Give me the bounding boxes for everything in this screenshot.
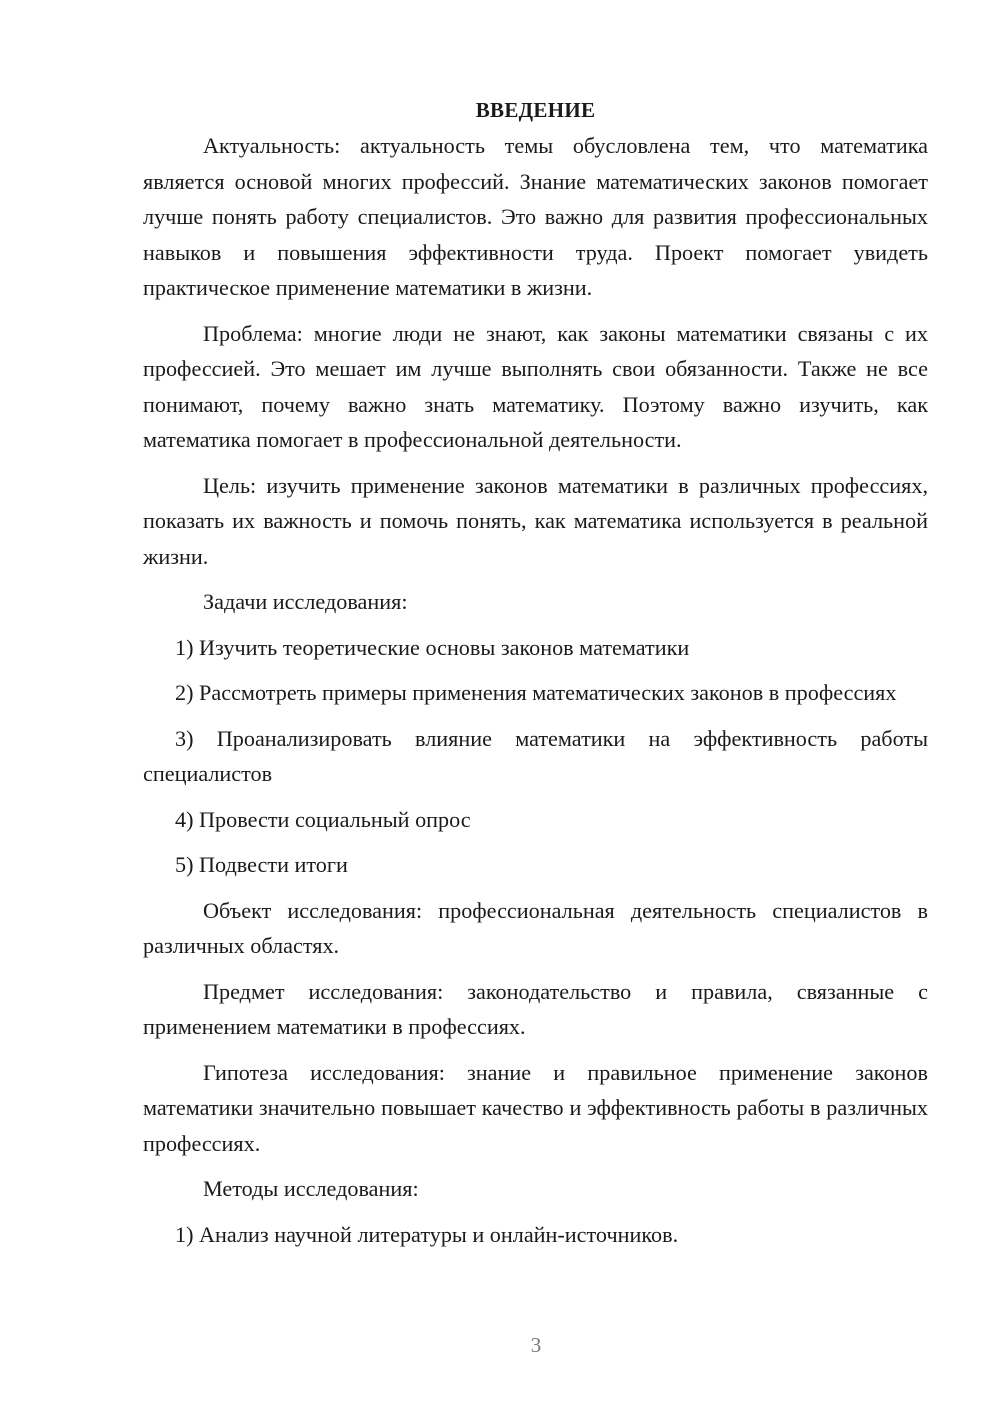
task-item-3: 3) Проанализировать влияние математики на эффективность работы специалистов bbox=[143, 725, 928, 786]
task-item-4: 4) Провести социальный опрос bbox=[175, 806, 471, 832]
tasks-heading: Задачи исследования: bbox=[203, 589, 408, 614]
task-item-2: 2) Рассмотреть примеры применения математических законов в профессиях bbox=[175, 680, 897, 705]
page-number: 3 bbox=[530, 1333, 542, 1357]
relevance-paragraph: Актуальность: актуальность темы обусловлена тем, что математика является основой многих профессий. Знание математических законов помогает лучше понять работу специалистов. Это важно для развития профессиональных навыков и повышения эффективности труда. Проект помогает увидеть практическое применение математики в жизни. bbox=[143, 133, 928, 300]
goal-paragraph: Цель: изучить применение законов математики в различных профессиях, показать их важность и помочь понять, как математика используется в реальной жизни. bbox=[143, 472, 928, 569]
task-item-5: 5) Подвести итоги bbox=[175, 852, 348, 877]
methods-heading: Методы исследования: bbox=[203, 1176, 419, 1201]
section-title: ВВЕДЕНИЕ bbox=[475, 98, 596, 122]
object-paragraph: Объект исследования: профессиональная деятельность специалистов в различных областях. bbox=[143, 897, 928, 958]
subject-paragraph: Предмет исследования: законодательство и правила, связанные с применением математики в профессиях. bbox=[143, 978, 928, 1039]
document-page bbox=[143, 92, 928, 1262]
task-item-1: 1) Изучить теоретические основы законов математики bbox=[175, 634, 690, 660]
problem-paragraph: Проблема: многие люди не знают, как законы математики связаны с их профессией. Это мешает им лучше выполнять свои обязанности. Также не все понимают, почему важно знать математику. Поэтому важно изучить, как математика помогает в профессиональной деятельности. bbox=[143, 320, 928, 452]
method-item-1: 1) Анализ научной литературы и онлайн-источников. bbox=[175, 1221, 679, 1247]
hypothesis-paragraph: Гипотеза исследования: знание и правильное применение законов математики значительно повышает качество и эффективность работы в различных профессиях. bbox=[143, 1059, 928, 1156]
